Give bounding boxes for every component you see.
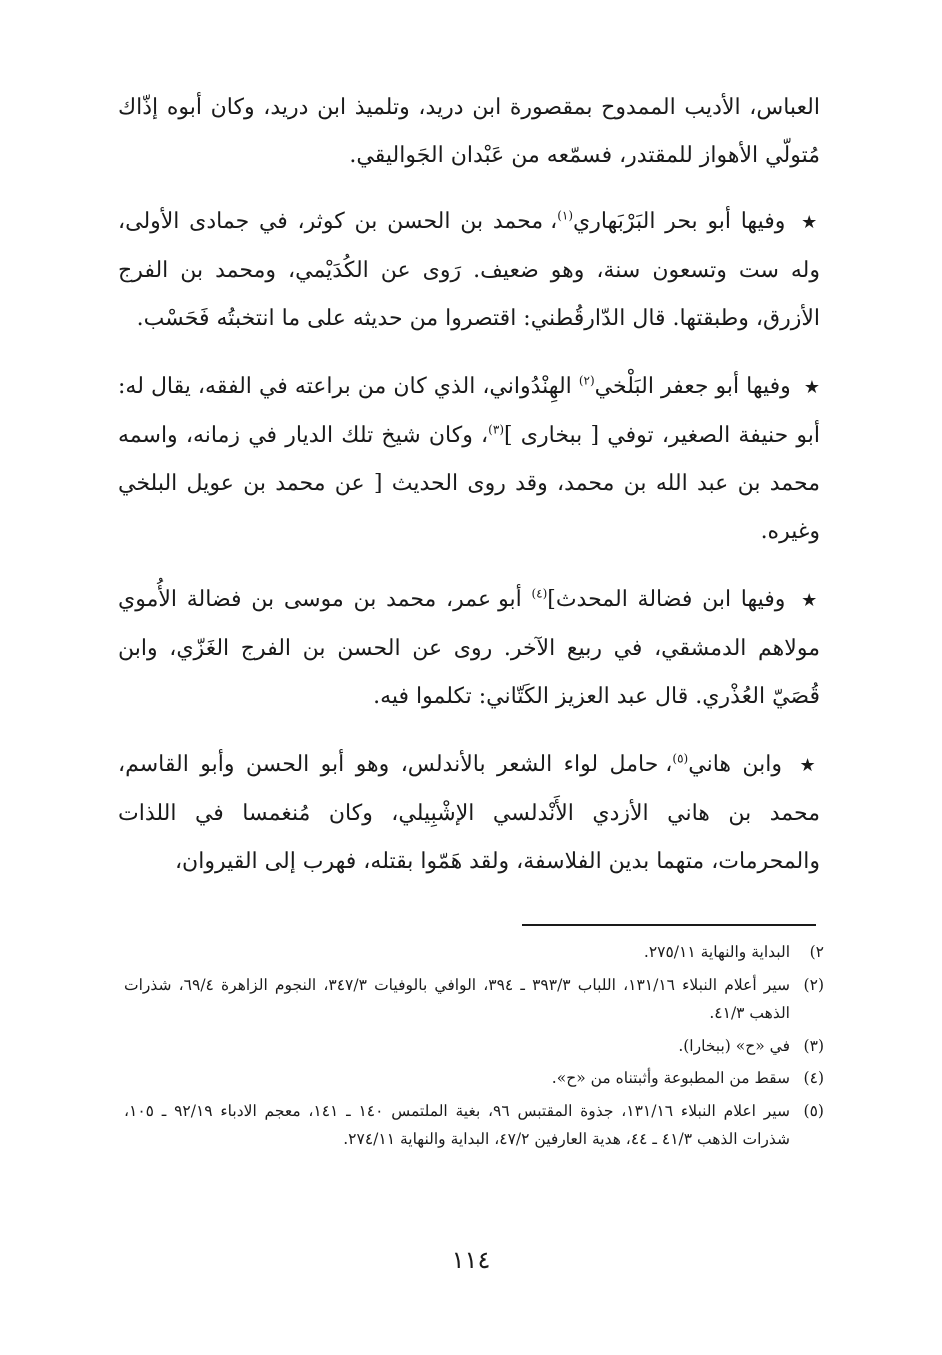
footnote-item (124, 1032, 824, 1061)
footnote-number: (٥) (803, 1101, 824, 1120)
paragraph-5 (118, 741, 820, 886)
page-number: ١١٤ (451, 1246, 491, 1274)
footnote-item (124, 1064, 824, 1093)
footnote-text: سير أعلام النبلاء ١٣١/١٦، اللباب ٣٩٣/٣ ـ ٣٩٤، الوافي بالوفيات ٣٤٧/٣، النجوم الزاهرة ٦٩/٤، شذرات الذهب ٤١/٣. (124, 975, 790, 1022)
footnote-text: سير اعلام النبلاء ١٣١/١٦، جذوة المقتبس ٩٦، بغية الملتمس ١٤٠ ـ ١٤١، معجم الادباء ٩٢/١٩ ـ ١٠٥، شذرات الذهب ٤١/٣ ـ ٤٤، هدية العارفين ٤٧/٢، البداية والنهاية ٢٧٤/١١. (124, 1101, 790, 1148)
footnote-marker-1: (١) (557, 208, 574, 223)
footnote-marker-5: (٥) (672, 751, 689, 766)
footnote-number: ٢) (809, 943, 824, 961)
footnote-number: (٣) (803, 1036, 824, 1055)
paragraph-3-middle: الهِنْدُواني، الذي كان من براعته في الفقه، يقال له: أبو حنيفة الصغير، توفي [ ببخارى ] (118, 374, 821, 448)
footnote-marker-3: (٣) (488, 422, 504, 437)
footnotes (124, 938, 824, 1158)
footnote-item (124, 938, 824, 967)
footnote-marker-2: (٢) (578, 373, 595, 388)
star-icon: ★ (799, 755, 821, 776)
paragraph-4-start: وفيها ابن فضالة المحدث] (547, 587, 786, 612)
paragraph-4 (118, 576, 820, 721)
footnote-divider (522, 924, 816, 926)
paragraph-5-rest: ، حامل لواء الشعر بالأندلس، وهو أبو الحسن وأبو القاسم، محمد بن هاني الأزدي الأَنْدلسي الإشْبِيلي، وكان مُنغمسا في اللذات والمحرمات، متهما بدين الفلاسفة، ولقد هَمّوا بقتله، فهرب إلى القيروان، (118, 752, 820, 874)
footnote-text: سقط من المطبوعة وأثبتناه من «ح». (551, 1069, 790, 1087)
paragraph-3-rest: ، وكان شيخ تلك الديار في زمانه، واسمه محمد بن عبد الله بن محمد، وقد روى الحديث [ عن محمد بن عويل البلخي وغيره. (118, 423, 820, 544)
main-text (118, 84, 820, 906)
paragraph-2-start: وفيها أبو بحر البَرْبَهاري (573, 209, 786, 234)
paragraph-5-start: وابن هاني (688, 752, 783, 777)
paragraph-2 (118, 198, 820, 343)
footnote-number: (٢) (803, 975, 824, 994)
footnote-text: في «ح» (ببخارا). (678, 1036, 790, 1055)
star-icon: ★ (801, 590, 820, 611)
paragraph-3-start: وفيها أبو جعفر البَلْخي (594, 374, 791, 399)
paragraph-1: العباس، الأديب الممدوح بمقصورة ابن دريد، وتلميذ ابن دريد، وكان أبوه إذّاك مُتولّي الأهواز للمقتدر، فسمّعه من عَبْدان الجَواليقي. (118, 95, 820, 168)
star-icon: ★ (801, 212, 820, 233)
paragraph-4-rest: أبو عمر، محمد بن موسى بن فضالة الأُموي مولاهم الدمشقي، في ربيع الآخر. روى عن الحسن بن الفرج الغَزّي، وابن قُصَيّ العُذْري. قال عبد العزيز الكَتّاني: تكلموا فيه. (118, 587, 820, 709)
paragraph-3 (118, 363, 820, 556)
footnote-item (124, 971, 824, 1028)
paragraph-2-rest: ، محمد بن الحسن بن كوثر، في جمادى الأولى، وله ست وتسعون سنة، وهو ضعيف. رَوى عن الكُدَيْمي، ومحمد بن الفرج الأزرق، وطبقتها. قال الدّارقُطني: اقتصروا من حديثه على ما انتخبتُه فَحَسْب. (118, 209, 820, 331)
footnote-number: (٤) (803, 1069, 824, 1087)
footnote-marker-4: (٤) (531, 586, 548, 601)
star-icon: ★ (803, 377, 820, 398)
footnote-item (124, 1097, 824, 1154)
footnote-text: البداية والنهاية ٢٧٥/١١. (643, 943, 790, 961)
